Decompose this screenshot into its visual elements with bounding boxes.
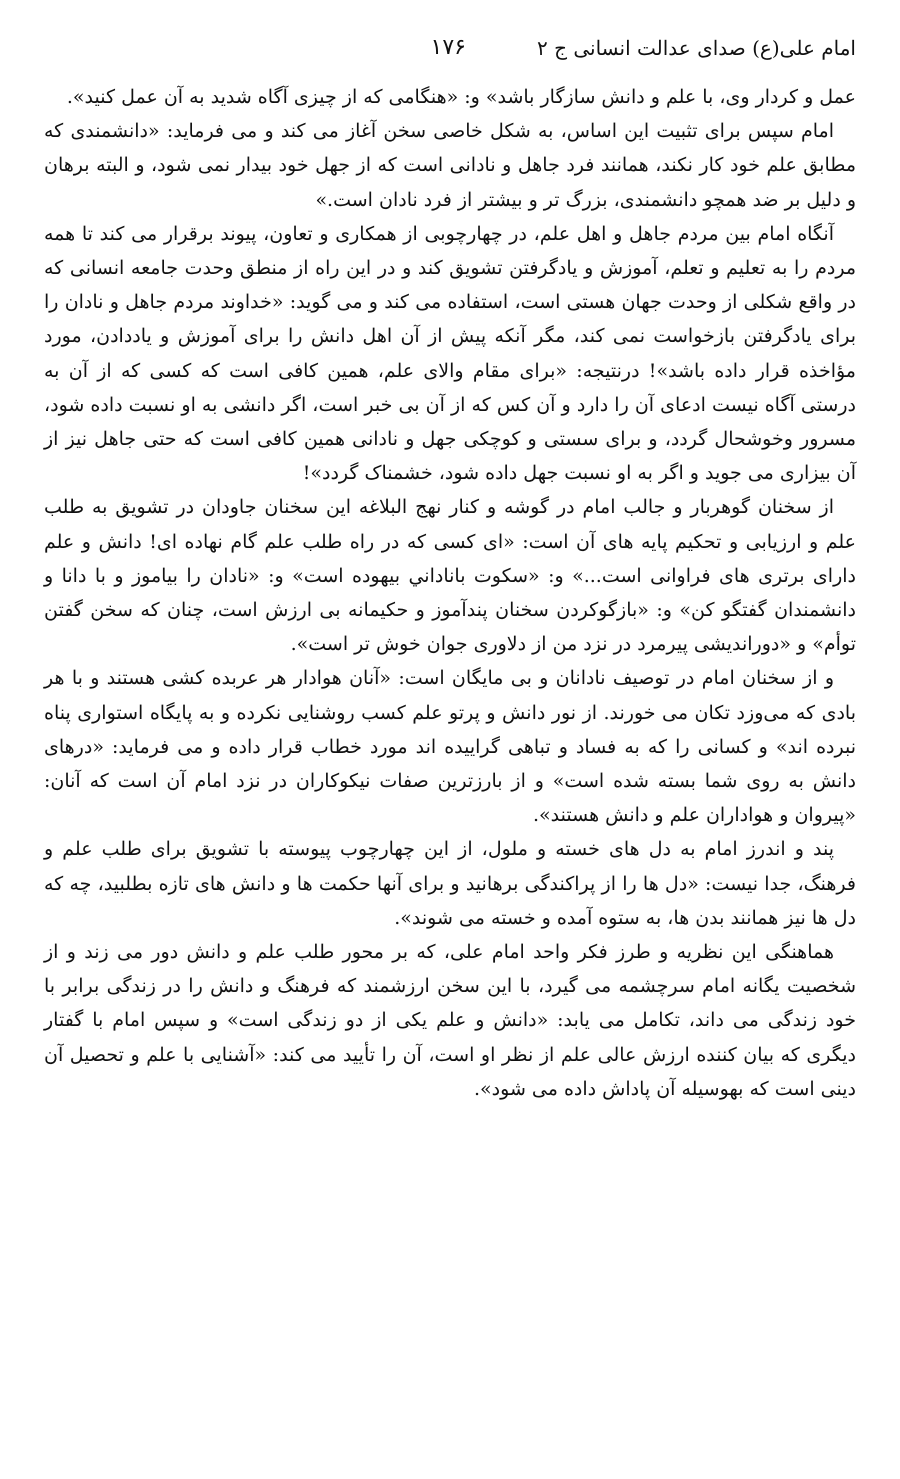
running-header [44, 34, 856, 66]
paragraph: و از سخنان امام در توصیف نادانان و بی مایگان است: «آنان هوادار هر عربده کشی هستند و با هر بادی که می‌وزد تکان می خورند. از نور دانش و پرتو علم کسب روشنایی نکرده و به پایگاه استواری پناه نبرده اند» و کسانی را که به فساد و تباهی گراییده اند مورد خطاب قرار داده و می فرماید: «درهای دانش به روی شما بسته شده است» و از بارزترین صفات نیکوکاران در نزد امام آن است که آنان: «پیروان و هواداران علم و دانش هستند». [44, 667, 856, 827]
paragraph: هماهنگی این نظریه و طرز فکر واحد امام علی، که بر محور طلب علم و دانش دور می زند و از شخصیت یگانه امام سرچشمه می گیرد، با این سخن ارزشمند که فرهنگ و دانش را در زندگی برابر با خود زندگی می داند، تکامل می یابد: «دانش و علم یکی از دو زندگی است» و سپس امام با گفتار دیگری که بیان کننده ارزش عالی علم از نظر او است، آن را تأیید می کند: «آشنایی با علم و تحصیل آن دینی است که بهوسیله آن پاداش داده می شود». [44, 941, 857, 1100]
paragraph: امام سپس برای تثبیت این اساس، به شکل خاصی سخن آغاز می کند و می فرماید: «دانشمندی که مطابق علم خود کار نکند، همانند فرد جاهل و نادانی است که از جهل خود بیدار نمی شود، و البته برهان و دلیل بر ضد همچو دانشمندی، بزرگ تر و بیشتر از فرد نادان است.» [44, 120, 856, 211]
paragraph: آنگاه امام بین مردم جاهل و اهل علم، در چهارچوبی از همکاری و تعاون، پیوند برقرار می کند تا همه مردم را به تعلیم و تعلم، آموزش و یادگرفتن تشویق کند و در این راه از منطق وحدت جامعه انسانی که در واقع شکلی از وحدت جهان هستی است، استفاده می کند و می گوید: «خداوند مردم جاهل و نادان را برای یادگرفتن بازخواست نمی کند، مگر آنکه پیش از آن اهل دانش را برای آموزش و یاددادن، مورد مؤاخذه قرار داده باشد»! درنتیجه: «برای مقام والای علم، همین کافی است که کسی که از آن به درستی آگاه نیست ادعای آن را دارد و آن کس که از آن بی خبر است، اگر دانشی به او نسبت داده شود، مسرور وخوشحال گردد، و برای سستی و کوچکی جهل و نادانی همین کافی است که حتی جاهل نیز از آن بیزاری می جوید و اگر به او نسبت جهل داده شود، خشمناک گردد»! [44, 222, 856, 485]
paragraph: پند و اندرز امام به دل های خسته و ملول، از این چهارچوب پیوسته با تشویق برای طلب علم و فرهنگ، جدا نیست: «دل ها را از پراکندگی برهانید و برای آنها حکمت ها و دانش های تازه بطلبید، چه که دل ها نیز همانند بدن ها، به ستوه آمده و خسته می شوند». [44, 838, 856, 929]
paragraph: از سخنان گوهربار و جالب امام در گوشه و کنار نهج البلاغه این سخنان جاودان در تشویق به طلب علم و ارزیابی و تحکیم پایه های آن است: «ای کسی که در راه طلب علم گام نهاده ای! دانش و علم دارای برتری های فراوانی است...» و: «سکوت باناداني بيهوده است» و: «نادان را بیاموز و با دانا و دانشمندان گفتگو کن» و: «بازگوکردن سخنان پندآموز و حکیمانه بی ارزش است، چنان که سخن گفتن توأم» و «دوراندیشی پیرمرد در نزد من از دلاوری جوان خوش تر است». [44, 496, 856, 656]
page-number: ۱۷۶ [430, 35, 466, 60]
paragraph: عمل و کردار وی، با علم و دانش سازگار باشد» و: «هنگامی که از چیزی آگاه شدید به آن عمل کنید». [66, 86, 856, 108]
running-header-title: امام علی(ع) صدای عدالت انسانی ج ۲ [536, 36, 856, 60]
body-text [44, 80, 856, 1106]
